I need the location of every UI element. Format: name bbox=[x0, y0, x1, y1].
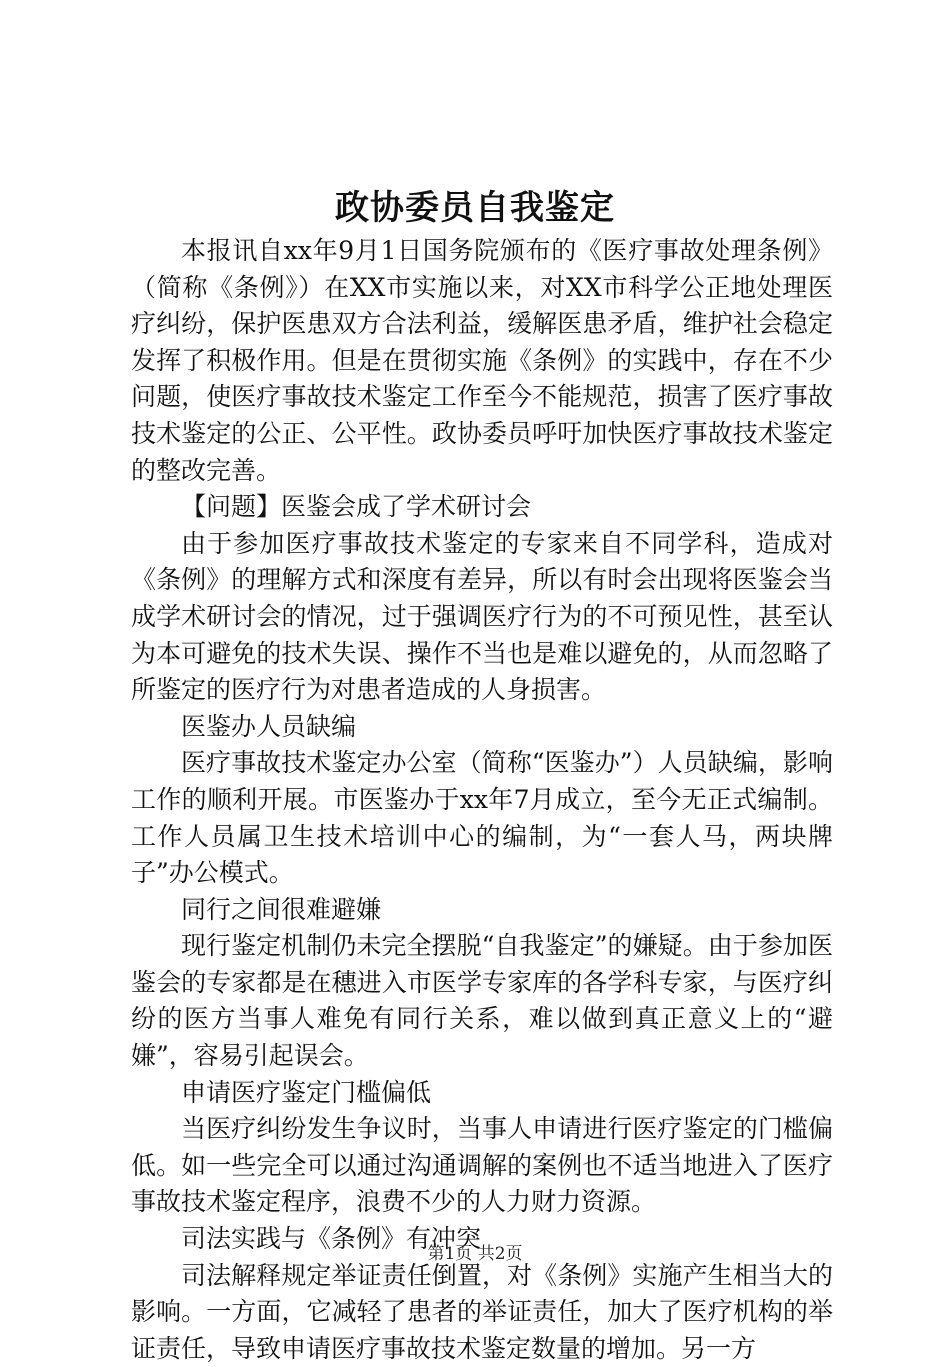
section-paragraph: 当医疗纠纷发生争议时，当事人申请进行医疗鉴定的门槛偏低。如一些完全可以通过沟通调解的案例也不适当地进入了医疗事故技术鉴定程序，浪费不少的人力财力资源。 bbox=[131, 1114, 833, 1217]
intro-paragraph: 本报讯自xx年9月1日国务院颁布的《医疗事故处理条例》（简称《条例》）在XX市实施以来，对XX市科学公正地处理医疗纠纷，保护医患双方合法利益，缓解医患矛盾，维护社会稳定发挥了积极作用。但是在贯彻实施《条例》的实践中，存在不少问题，使医疗事故技术鉴定工作至今不能规范，损害了医疗事故技术鉴定的公正、公平性。政协委员呼吁加快医疗事故技术鉴定的整改完善。 bbox=[131, 236, 833, 485]
section-heading: 同行之间很难避嫌 bbox=[181, 894, 382, 924]
section-heading: 司法实践与《条例》有冲突 bbox=[181, 1224, 482, 1254]
section-paragraph: 由于参加医疗事故技术鉴定的专家来自不同学科，造成对《条例》的理解方式和深度有差异，所以有时会出现将医鉴会当成学术研讨会的情况，过于强调医疗行为的不可预见性，甚至认为本可避免的技术失误、操作不当也是难以避免的，从而忽略了所鉴定的医疗行为对患者造成的人身损害。 bbox=[131, 528, 833, 705]
section-paragraph: 司法解释规定举证责任倒置，对《条例》实施产生相当大的影响。一方面，它减轻了患者的举证责任，加大了医疗机构的举证责任，导致申请医疗事故技术鉴定数量的增加。另一方 bbox=[131, 1260, 833, 1363]
section-paragraph: 医疗事故技术鉴定办公室（简称“医鉴办”）人员缺编，影响工作的顺利开展。市医鉴办于xx年7月成立，至今无正式编制。工作人员属卫生技术培训中心的编制，为“一套人马，两块牌子”办公模式。 bbox=[131, 748, 833, 888]
section-heading: 申请医疗鉴定门槛偏低 bbox=[181, 1077, 432, 1107]
section-paragraph: 现行鉴定机制仍未完全摆脱“自我鉴定”的嫌疑。由于参加医鉴会的专家都是在穗进入市医学专家库的各学科专家，与医疗纠纷的医方当事人难免有同行关系，难以做到真正意义上的“避嫌”，容易引起误会。 bbox=[131, 931, 833, 1071]
section-heading: 医鉴办人员缺编 bbox=[181, 711, 357, 741]
page-number-footer: 第1页 共2页 bbox=[427, 1244, 523, 1264]
section-heading: 【问题】医鉴会成了学术研讨会 bbox=[181, 492, 532, 522]
document-body bbox=[131, 233, 833, 1367]
document-title: 政协委员自我鉴定 bbox=[335, 188, 615, 228]
